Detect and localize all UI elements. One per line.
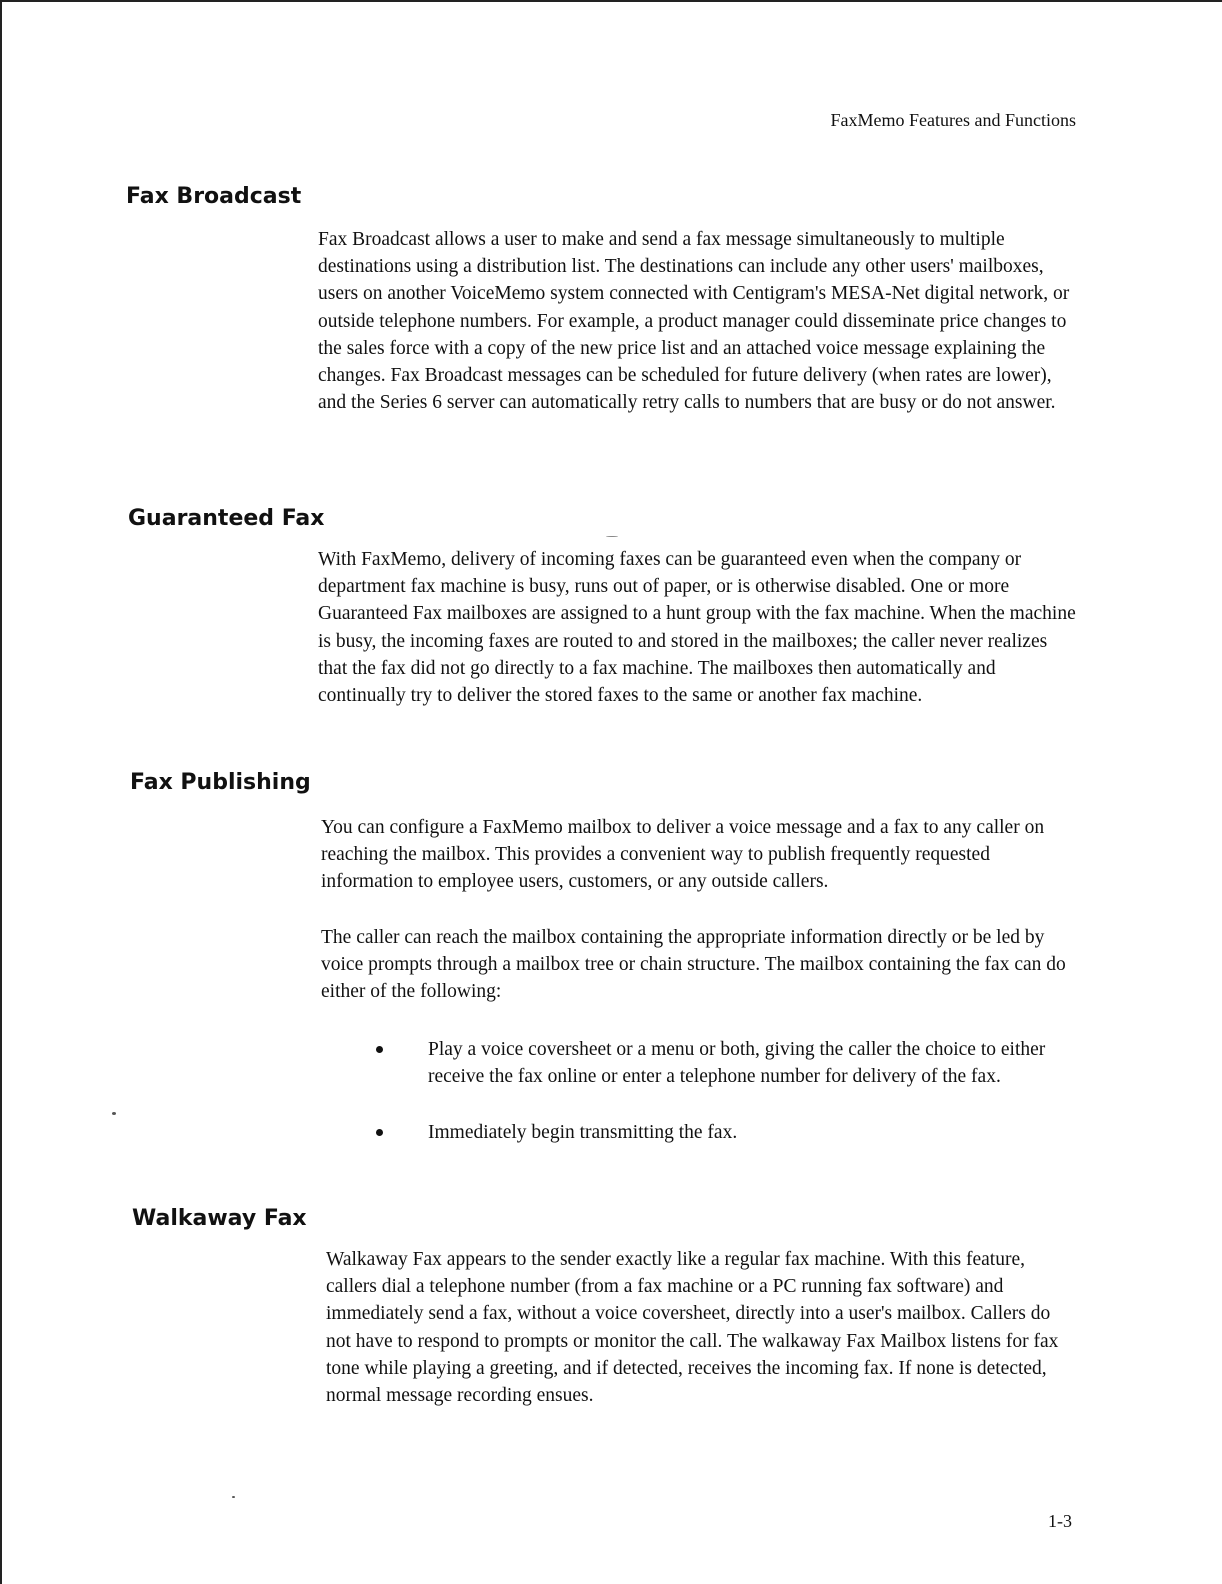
page-edge-top <box>0 0 1222 2</box>
fax-publishing-options-list <box>376 1036 1076 1147</box>
scan-speck <box>232 1496 235 1498</box>
bullet-icon <box>376 1129 383 1136</box>
heading-fax-broadcast: Fax Broadcast <box>126 184 302 209</box>
heading-walkaway-fax: Walkaway Fax <box>132 1206 307 1231</box>
page-number: 1-3 <box>1048 1511 1072 1531</box>
scan-speck <box>112 1112 116 1115</box>
paragraph-fax-publishing-intro: You can configure a FaxMemo mailbox to deliver a voice message and a fax to any caller on reaching the mailbox. This provides a convenient way to publish frequently requested information to employee users, customers, or any outside callers. <box>321 817 1045 893</box>
paragraph-fax-broadcast: Fax Broadcast allows a user to make and send a fax message simultaneously to multiple destinations using a distribution list. The destinations can include any other users' mailboxes, users on another VoiceMemo system connected with Centigram's MESA-Net digital network, or outside telephone numbers. For example, a product manager could disseminate price changes to the sales force with a copy of the new price list and an attached voice message explaining the changes. Fax Broadcast messages can be scheduled for future delivery (when rates are lower), and the Series 6 server can automatically retry calls to numbers that are busy or do not answer. <box>318 229 1070 414</box>
bullet-icon <box>376 1046 383 1053</box>
page-edge-left <box>0 0 2 1584</box>
scan-speck <box>606 536 618 537</box>
paragraph-guaranteed-fax: With FaxMemo, delivery of incoming faxes can be guaranteed even when the company or department fax machine is busy, runs out of paper, or is otherwise disabled. One or more Guaranteed Fax mailboxes are assigned to a hunt group with the fax machine. When the machine is busy, the incoming faxes are routed to and stored in the mailboxes; the caller never realizes that the fax did not go directly to a fax machine. The mailboxes then automatically and continually try to deliver the stored faxes to the same or another fax machine. <box>318 549 1076 707</box>
paragraph-fax-publishing-detail: The caller can reach the mailbox containing the appropriate information directly or be led by voice prompts through a mailbox tree or chain structure. The mailbox containing the fax can do either of the following: <box>321 927 1066 1003</box>
paragraph-walkaway-fax: Walkaway Fax appears to the sender exactly like a regular fax machine. With this feature, callers dial a telephone number (from a fax machine or a PC running fax software) and immediately send a fax, without a voice coversheet, directly into a user's mailbox. Callers do not have to respond to prompts or monitor the call. The walkaway Fax Mailbox listens for fax tone while playing a greeting, and if detected, receives the incoming fax. If none is detected, normal message recording ensues. <box>326 1249 1059 1407</box>
list-item-text: Immediately begin transmitting the fax. <box>428 1122 738 1144</box>
heading-guaranteed-fax: Guaranteed Fax <box>128 506 325 531</box>
list-item <box>376 1119 1076 1146</box>
running-head: FaxMemo Features and Functions <box>830 110 1076 130</box>
heading-fax-publishing: Fax Publishing <box>130 770 311 795</box>
list-item-text: Play a voice coversheet or a menu or both, giving the caller the choice to either receive the fax online or enter a telephone number for delivery of the fax. <box>428 1039 1046 1088</box>
list-item <box>376 1036 1076 1090</box>
